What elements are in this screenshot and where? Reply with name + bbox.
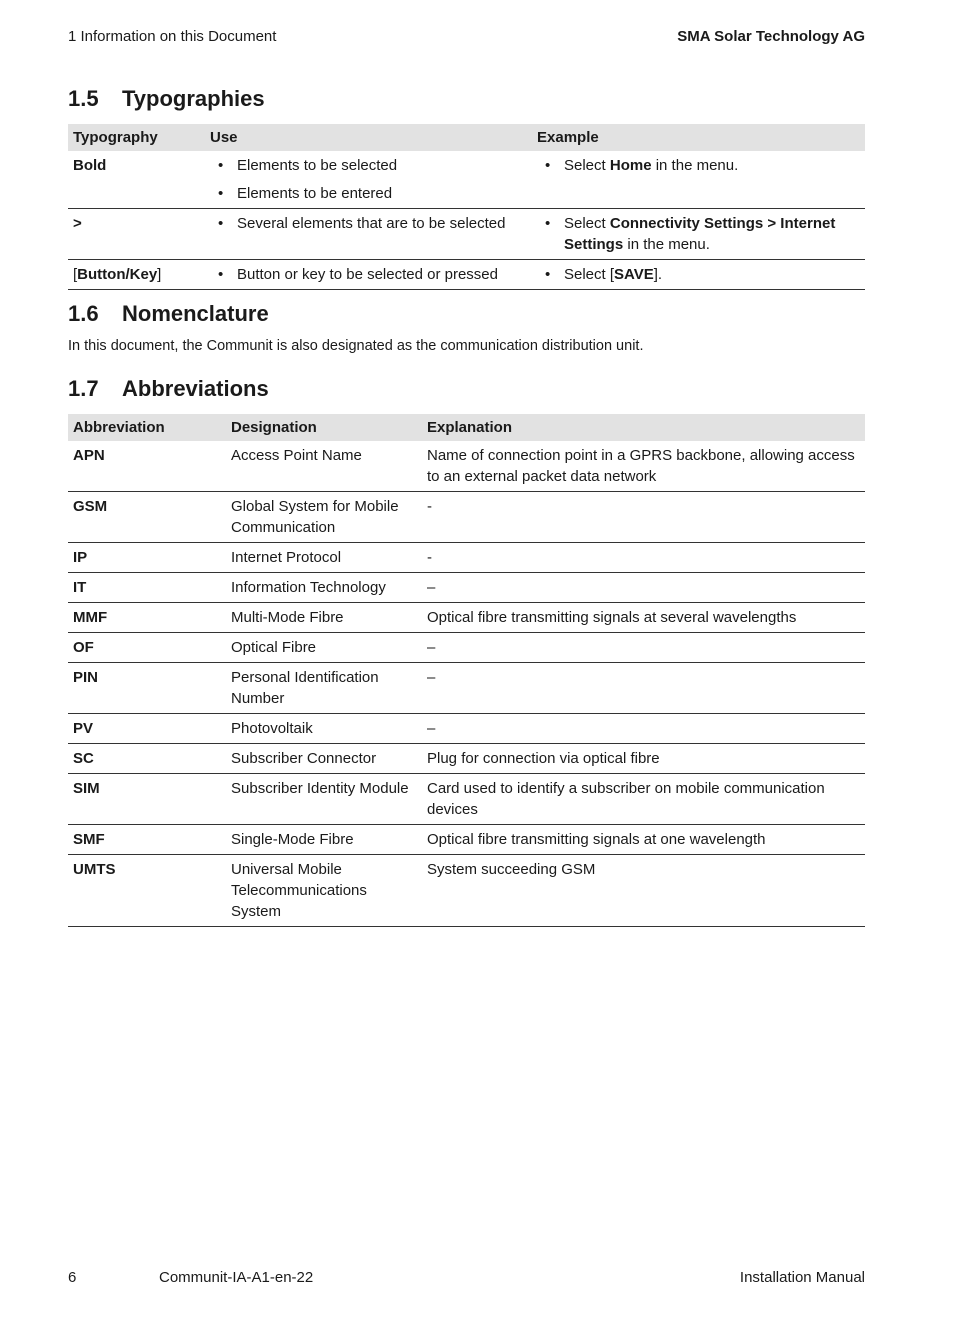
designation-cell: Information Technology (226, 573, 422, 603)
table-row (68, 714, 865, 744)
example-cell (532, 260, 865, 290)
table-header-row (68, 124, 865, 151)
column-header: Typography (68, 124, 205, 151)
section-heading: Nomenclature (122, 301, 269, 326)
explanation-cell: Name of connection point in a GPRS backbone, allowing access to an external packet data network (422, 441, 865, 492)
abbreviation-cell: OF (68, 633, 226, 663)
list-item (537, 155, 860, 176)
abbreviation-cell: APN (68, 441, 226, 492)
section-title-abbreviations (68, 376, 269, 402)
explanation-cell: Optical fibre transmitting signals at one wavelength (422, 825, 865, 855)
section-title-nomenclature (68, 301, 269, 327)
abbreviation-cell: MMF (68, 603, 226, 633)
nomenclature-paragraph: In this document, the Communit is also designated as the communication distribution unit. (68, 338, 644, 354)
designation-cell: Multi-Mode Fibre (226, 603, 422, 633)
typography-cell: Bold (68, 151, 205, 209)
abbreviation-cell: SC (68, 744, 226, 774)
abbreviation-cell: PV (68, 714, 226, 744)
explanation-cell: – (422, 714, 865, 744)
explanation-cell: – (422, 663, 865, 714)
use-cell (205, 260, 532, 290)
table-row (68, 774, 865, 825)
designation-cell: Subscriber Identity Module (226, 774, 422, 825)
table-row (68, 151, 865, 209)
explanation-cell: - (422, 543, 865, 573)
use-cell (205, 209, 532, 260)
table-row (68, 573, 865, 603)
explanation-cell: Plug for connection via optical fibre (422, 744, 865, 774)
typography-table (68, 124, 865, 290)
column-header: Explanation (422, 414, 865, 441)
abbreviation-cell: SMF (68, 825, 226, 855)
list-item (537, 264, 860, 285)
table-row (68, 543, 865, 573)
document-page (68, 0, 865, 1318)
example-bold: Home (609, 157, 652, 174)
example-cell (532, 209, 865, 260)
explanation-cell: System succeeding GSM (422, 855, 865, 927)
section-heading: Abbreviations (122, 376, 269, 401)
designation-cell: Universal Mobile Telecommunications System (226, 855, 422, 927)
table-row (68, 855, 865, 927)
explanation-cell: - (422, 492, 865, 543)
example-text: Select (564, 215, 610, 232)
column-header: Example (532, 124, 865, 151)
example-cell (532, 151, 865, 209)
abbreviation-cell: IT (68, 573, 226, 603)
table-row (68, 744, 865, 774)
explanation-cell: – (422, 573, 865, 603)
abbreviation-table (68, 414, 865, 927)
use-cell (205, 151, 532, 209)
section-number: 1.5 (68, 86, 99, 111)
example-bold: Connectivity Settings > Internet Settings (564, 215, 836, 253)
designation-cell: Access Point Name (226, 441, 422, 492)
list-item: • Button or key to be selected or pressed (210, 264, 527, 285)
list-item: • Elements to be entered (210, 183, 527, 204)
abbreviation-cell: IP (68, 543, 226, 573)
abbreviation-cell: UMTS (68, 855, 226, 927)
footer-document-code: Communit-IA-A1-en-22 (159, 1269, 314, 1286)
typography-bold: Button/Key (77, 266, 158, 283)
abbreviation-cell: SIM (68, 774, 226, 825)
table-header-row (68, 414, 865, 441)
table-row (68, 633, 865, 663)
designation-cell: Global System for Mobile Communication (226, 492, 422, 543)
list-item: • Several elements that are to be selected (210, 213, 527, 234)
abbreviation-cell: GSM (68, 492, 226, 543)
table-row (68, 663, 865, 714)
example-text: in the menu. (623, 236, 710, 253)
designation-cell: Personal Identification Number (226, 663, 422, 714)
footer-manual-type: Installation Manual (739, 1269, 865, 1286)
table-row (68, 260, 865, 290)
header-company: SMA Solar Technology AG (677, 28, 865, 45)
explanation-cell: – (422, 633, 865, 663)
typography-cell (68, 260, 205, 290)
footer-page-number: 6 (68, 1269, 77, 1286)
table-row (68, 492, 865, 543)
abbreviation-table-body (68, 441, 865, 927)
example-text: Select [ (564, 266, 615, 283)
column-header: Abbreviation (68, 414, 226, 441)
header-chapter: 1 Information on this Document (68, 28, 277, 45)
section-number: 1.7 (68, 376, 99, 401)
designation-cell: Subscriber Connector (226, 744, 422, 774)
designation-cell: Photovoltaik (226, 714, 422, 744)
designation-cell: Internet Protocol (226, 543, 422, 573)
explanation-cell: Optical fibre transmitting signals at several wavelengths (422, 603, 865, 633)
section-heading: Typographies (122, 86, 265, 111)
table-row (68, 825, 865, 855)
table-row (68, 441, 865, 492)
list-item: • Elements to be selected (210, 155, 527, 176)
bracket-close: ] (157, 266, 162, 283)
example-text: Select (564, 157, 610, 174)
explanation-cell: Card used to identify a subscriber on mobile communication devices (422, 774, 865, 825)
bracket-open: [ (73, 266, 78, 283)
column-header: Use (205, 124, 532, 151)
column-header: Designation (226, 414, 422, 441)
typography-cell: > (68, 209, 205, 260)
example-bold: SAVE (614, 266, 654, 283)
section-number: 1.6 (68, 301, 99, 326)
example-text: in the menu. (651, 157, 739, 174)
table-row (68, 209, 865, 260)
example-text: ]. (653, 266, 663, 283)
table-row (68, 603, 865, 633)
list-item (537, 213, 860, 255)
designation-cell: Optical Fibre (226, 633, 422, 663)
abbreviation-cell: PIN (68, 663, 226, 714)
section-title-typographies (68, 86, 265, 112)
designation-cell: Single-Mode Fibre (226, 825, 422, 855)
